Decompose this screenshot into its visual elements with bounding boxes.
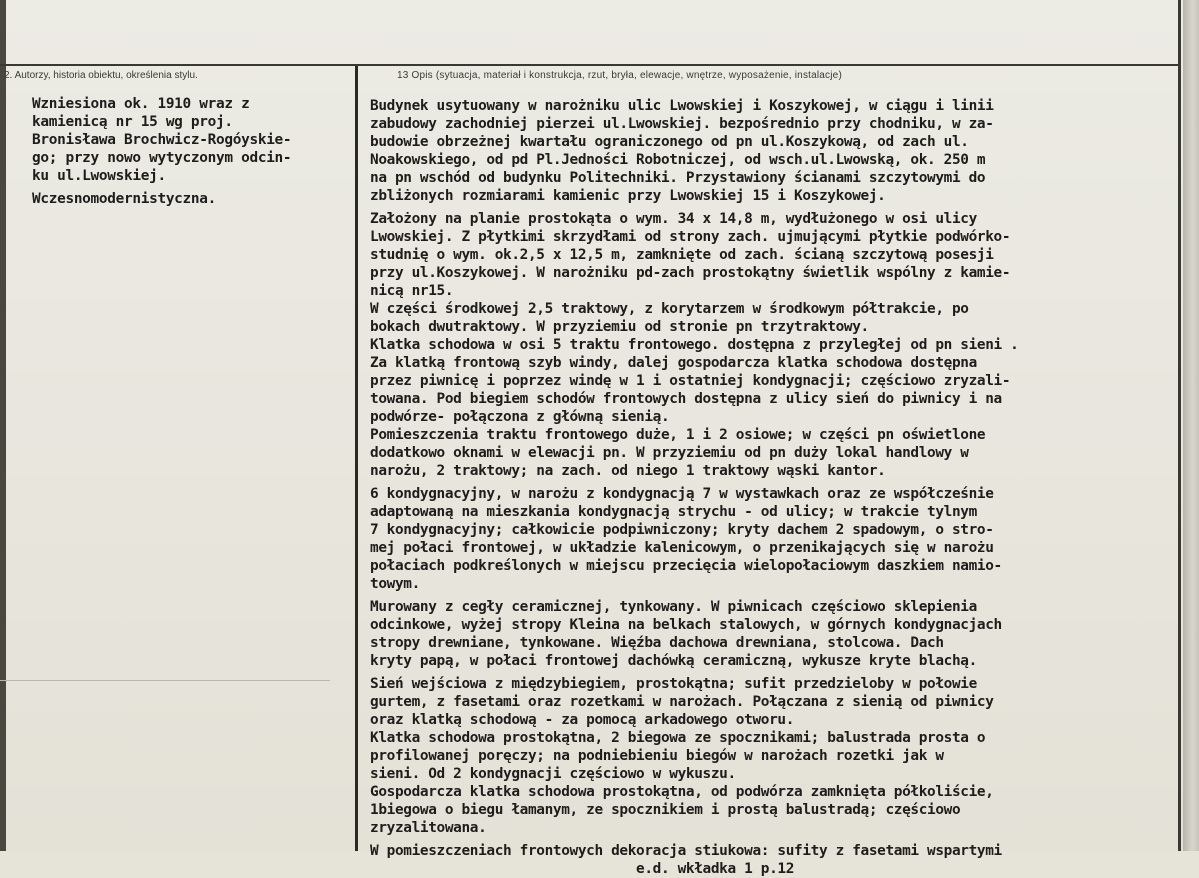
paragraph	[32, 95, 342, 185]
paragraph	[32, 190, 342, 208]
section-header-left: 2. Autorzy, historia obiektu, określenia stylu.	[4, 70, 198, 81]
header-rule	[0, 64, 1180, 66]
text-line: przez piwnicę i poprzez windę w 1 i ostatniej kondygnacji; częściowo zryzali-	[370, 373, 1011, 389]
scan-right-edge	[1183, 0, 1199, 851]
text-line: Wzniesiona ok. 1910 wraz z	[32, 96, 250, 112]
paragraph	[370, 97, 1178, 205]
text-line: Pomieszczenia traktu frontowego duże, 1 i 2 osiowe; w części pn oświetlone	[370, 427, 986, 443]
text-line: e.d. wkładka 1 p.12	[370, 861, 795, 877]
text-line: kamienicą nr 15 wg proj.	[32, 114, 233, 130]
text-line: Klatka schodowa prostokątna, 2 biegowa ze spocznikami; balustrada prosta o	[370, 730, 986, 746]
text-line: W części środkowej 2,5 traktowy, z korytarzem w środkowym półtrakcie, po	[370, 301, 969, 317]
text-line: Budynek usytuowany w narożniku ulic Lwowskiej i Koszykowej, w ciągu i linii	[370, 98, 994, 114]
text-line: przy ul.Koszykowej. W narożniku pd-zach prostokątny świetlik wspólny z kamie-	[370, 265, 1011, 281]
text-line: na pn wschód od budynku Politechniki. Przystawiony ścianami szczytowymi do	[370, 170, 986, 186]
left-column-text	[32, 95, 342, 208]
text-line: Założony na planie prostokąta o wym. 34 x 14,8 m, wydłużonego w osi ulicy	[370, 211, 977, 227]
text-line: 6 kondygnacyjny, w narożu z kondygnacją 7 w wystawkach oraz ze współcześnie	[370, 486, 994, 502]
text-line: studnię o wym. ok.2,5 x 12,5 m, zamknięte od zach. ścianą szczytową posesji	[370, 247, 994, 263]
text-line: sieni. Od 2 kondygnacji częściowo w wykuszu.	[370, 766, 736, 782]
section-header-right: 13 Opis (sytuacja, materiał i konstrukcja, rzut, bryła, elewacje, wnętrze, wyposażenie, instalacje)	[397, 70, 842, 81]
text-line: gurtem, z fasetami oraz rozetkami w narożach. Połączana z sienią od piwnicy	[370, 694, 994, 710]
text-line: oraz klatką schodową - za pomocą arkadowego otworu.	[370, 712, 795, 728]
faint-rule	[0, 680, 330, 681]
text-line: ku ul.Lwowskiej.	[32, 168, 166, 184]
text-line: odcinkowe, wyżej stropy Kleina na belkach stalowych, w górnych kondygnacjach	[370, 617, 1002, 633]
scan-right-border	[1178, 0, 1181, 851]
text-line: dodatkowo oknami w elewacji pn. W przyziemiu od pn duży lokal handlowy w	[370, 445, 969, 461]
text-line: podwórze- połączona z główną sienią.	[370, 409, 670, 425]
text-line: Noakowskiego, od pd Pl.Jedności Robotniczej, od wsch.ul.Lwowską, ok. 250 m	[370, 152, 986, 168]
text-line: Lwowskiej. Z płytkimi skrzydłami od strony zach. ujmującymi płytkie podwórko-	[370, 229, 1011, 245]
paragraph	[370, 842, 1178, 878]
paragraph	[370, 675, 1178, 837]
text-line: Klatka schodowa w osi 5 traktu frontowego. dostępna z przyległej od pn sieni .	[370, 337, 1019, 353]
text-line: 7 kondygnacyjny; całkowicie podpiwniczony; kryty dachem 2 spadowym, o stro-	[370, 522, 994, 538]
text-line: budowie obrzeżnej kwartału ograniczonego od pn ul.Koszykową, od zach ul.	[370, 134, 969, 150]
text-line: bokach dwutraktowy. W przyziemiu od stronie pn trzytraktowy.	[370, 319, 869, 335]
text-line: towym.	[370, 576, 420, 592]
text-line: go; przy nowo wytyczonym odcin-	[32, 150, 292, 166]
text-line: kryty papą, w połaci frontowej dachówką ceramiczną, wykusze kryte blachą.	[370, 653, 977, 669]
text-line: W pomieszczeniach frontowych dekoracja stiukowa: sufity z fasetami wspartymi	[370, 843, 1002, 859]
text-line: towana. Pod biegiem schodów frontowych dostępna z ulicy sień do piwnicy i na	[370, 391, 1002, 407]
text-line: połaciach podkreślonych w miejscu przecięcia wielopołaciowym daszkiem namio-	[370, 558, 1002, 574]
paragraph	[370, 598, 1178, 670]
text-line: Gospodarcza klatka schodowa prostokątna, od podwórza zamknięta półkoliście,	[370, 784, 994, 800]
text-line: Murowany z cegły ceramicznej, tynkowany. W piwnicach częściowo sklepienia	[370, 599, 977, 615]
text-line: mej połaci frontowej, w układzie kalenicowym, o przenikających się w narożu	[370, 540, 994, 556]
text-line: adaptowaną na mieszkania kondygnacją strychu - od ulicy; w trakcie tylnym	[370, 504, 977, 520]
text-line: Wczesnomodernistyczna.	[32, 191, 217, 207]
text-line: Sień wejściowa z międzybiegiem, prostokątna; sufit przedzieloby w połowie	[370, 676, 977, 692]
text-line: stropy drewniane, tynkowane. Więźba dachowa drewniana, stolcowa. Dach	[370, 635, 944, 651]
text-line: 1biegowa o biegu łamanym, ze spocznikiem i prostą balustradą; częściowo	[370, 802, 961, 818]
column-divider	[355, 66, 358, 851]
paragraph	[370, 210, 1178, 480]
text-line: nicą nr15.	[370, 283, 454, 299]
text-line: zbliżonych rozmiarami kamienic przy Lwowskiej 15 i Koszykowej.	[370, 188, 886, 204]
text-line: zabudowy zachodniej pierzei ul.Lwowskiej. bezpośrednio przy chodniku, w za-	[370, 116, 994, 132]
scan-left-edge	[0, 0, 6, 851]
text-line: profilowanej poręczy; na podniebieniu biegów w narożach rozetki jak w	[370, 748, 944, 764]
text-line: Za klatką frontową szyb windy, dalej gospodarcza klatka schodowa dostępna	[370, 355, 977, 371]
right-column-text	[370, 97, 1178, 878]
text-line: zryzalitowana.	[370, 820, 487, 836]
text-line: Bronisława Brochwicz-Rogóyskie-	[32, 132, 292, 148]
paragraph	[370, 485, 1178, 593]
text-line: narożu, 2 traktowy; na zach. od niego 1 traktowy wąski kantor.	[370, 463, 886, 479]
